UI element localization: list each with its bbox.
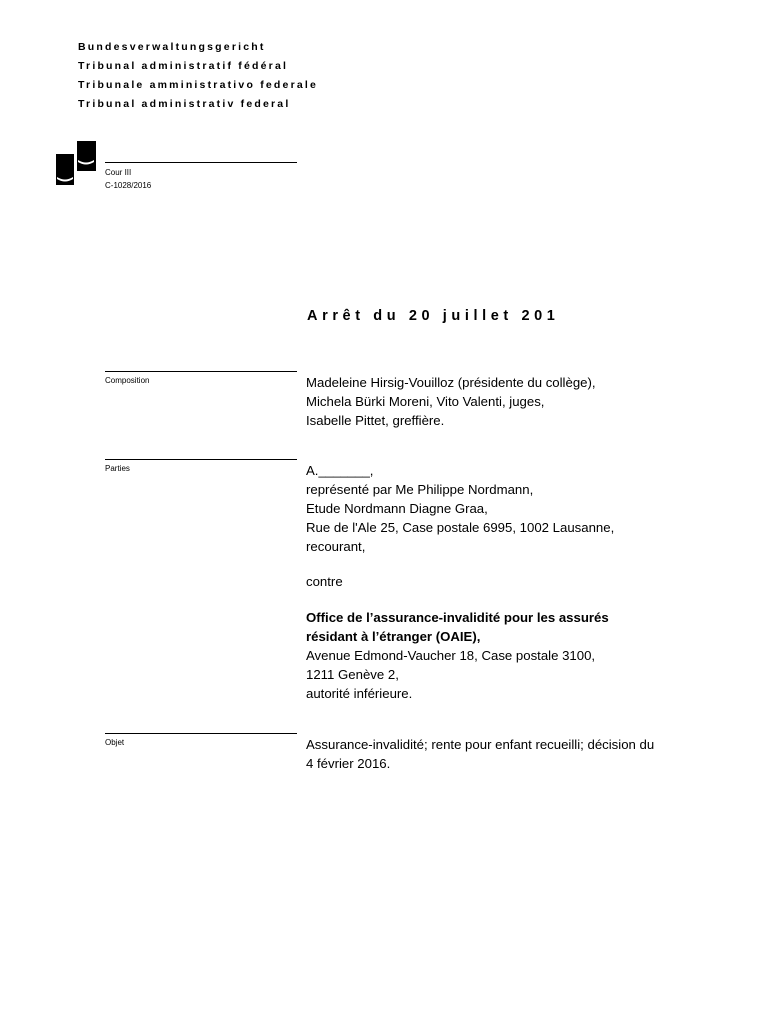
parties-divider	[105, 459, 297, 460]
appellant-block	[306, 461, 614, 556]
object-line: 4 février 2016.	[306, 756, 391, 771]
judgment-title: Arrêt du 20 juillet 201	[307, 308, 560, 324]
case-number: C-1028/2016	[105, 181, 152, 190]
court-name-fr: Tribunal administratif fédéral	[78, 60, 289, 72]
respondent-name-line: résidant à l’étranger (OAIE),	[306, 629, 481, 644]
composition-line: Michela Bürki Moreni, Vito Valenti, juges,	[306, 394, 545, 409]
object-line: Assurance-invalidité; rente pour enfant recueilli; décision du	[306, 737, 655, 752]
composition-label: Composition	[105, 376, 150, 385]
respondent-address-line: 1211 Genève 2,	[306, 667, 399, 682]
court-name-de: Bundesverwaltungsgericht	[78, 41, 266, 53]
appellant-line: recourant,	[306, 539, 366, 554]
court-logo-icon	[56, 141, 96, 185]
header-divider	[105, 162, 297, 163]
object-divider	[105, 733, 297, 734]
court-name-it: Tribunale amministrativo federale	[78, 79, 319, 91]
composition-block	[306, 373, 596, 430]
parties-label: Parties	[105, 464, 130, 473]
appellant-line: Etude Nordmann Diagne Graa,	[306, 501, 488, 516]
respondent-name-line: Office de l’assurance-invalidité pour les assurés	[306, 610, 609, 625]
appellant-line: A._______,	[306, 463, 374, 478]
versus-text: contre	[306, 574, 343, 589]
composition-divider	[105, 371, 297, 372]
respondent-address-line: autorité inférieure.	[306, 686, 413, 701]
object-label: Objet	[105, 738, 125, 747]
court-name-rm: Tribunal administrativ federal	[78, 98, 291, 110]
composition-line: Isabelle Pittet, greffière.	[306, 413, 445, 428]
respondent-address-line: Avenue Edmond-Vaucher 18, Case postale 3100,	[306, 648, 596, 663]
respondent-block	[306, 608, 609, 703]
object-block	[306, 735, 654, 773]
appellant-line: Rue de l'Ale 25, Case postale 6995, 1002 Lausanne,	[306, 520, 615, 535]
court-names	[78, 40, 318, 116]
appellant-line: représenté par Me Philippe Nordmann,	[306, 482, 534, 497]
composition-line: Madeleine Hirsig-Vouilloz (présidente du collège),	[306, 375, 596, 390]
court-division: Cour III	[105, 168, 132, 177]
